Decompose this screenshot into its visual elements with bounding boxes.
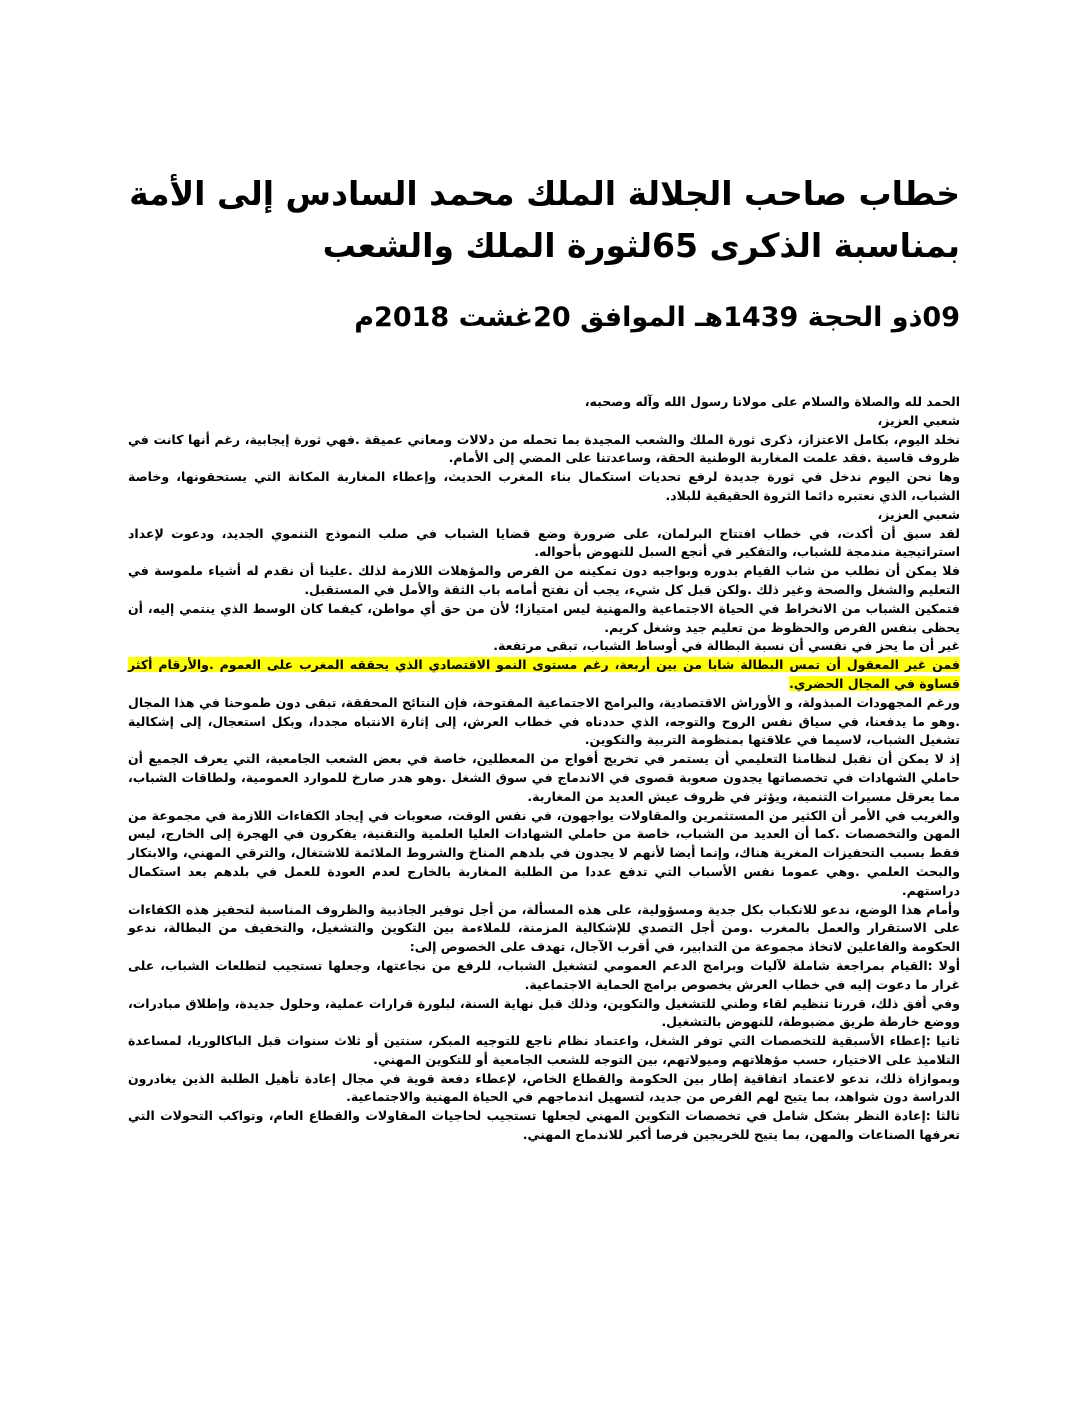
paragraph-opening: الحمد لله والصلاة والسلام على مولانا رسول الله وآله وصحبه، [584, 394, 960, 409]
speech-body [128, 393, 960, 1145]
paragraph: لقد سبق أن أكدت، في خطاب افتتاح البرلمان، على ضرورة وضع قضايا الشباب في صلب النموذج التنموي الجديد، ودعوت لإعداد استراتيجية مندمجة للشباب، والتفكير في أنجع السبل للنهوض بأحواله. [128, 525, 960, 560]
paragraph: ثالثا :إعادة النظر بشكل شامل في تخصصات التكوين المهني لجعلها تستجيب لحاجيات المقاولات والقطاع العام، وتواكب التحولات التي تعرفها الصناعات والمهن، بما يتيح للخريجين فرصا أكبر للاندماج المهني. [128, 1108, 960, 1143]
paragraph: إذ لا يمكن أن نقبل لنظامنا التعليمي أن يستمر في تخريج أفواج من المعطلين، خاصة في بعض الشعب الجامعية، التي يعرف الجميع أن حاملي الشهادات في تخصصاتها يجدون صعوبة قصوى في الاندماج في سوق الشغل .وهو هدر صارخ للموارد العمومية، ولطاقات الشباب، مما يعرقل مسيرات التنمية، ويؤثر في ظروف عيش العديد من المغاربة. [128, 751, 960, 804]
paragraph: والغريب في الأمر أن الكثير من المستثمرين والمقاولات يواجهون، في نفس الوقت، صعوبات في إيجاد الكفاءات اللازمة في مجموعة من المهن والتخصصات .كما أن العديد من الشباب، خاصة من حاملي الشهادات العليا العلمية والتقنية، يفكرون في الهجرة إلى الخارج، ليس فقط بسبب التحفيزات المغرية هناك، وإنما أيضا لأنهم لا يجدون في بلدهم المناخ والشروط الملائمة للاشتغال، والترقي المهني، والابتكار والبحث العلمي .وهي عموما نفس الأسباب التي تدفع عددا من الطلبة المغاربة بالخارج لعدم العودة للعمل في بلدهم بعد استكمال دراستهم. [128, 807, 960, 898]
paragraph: ثانيا :إعطاء الأسبقية للتخصصات التي توفر الشغل، واعتماد نظام ناجع للتوجيه المبكر، سنتين أو ثلاث سنوات قبل الباكالوريا، لمساعدة التلاميذ على الاختيار، حسب مؤهلاتهم وميولاتهم، بين التوجه للشعب الجامعية أو للتكوين المهني. [128, 1033, 960, 1067]
paragraph: نخلد اليوم، بكامل الاعتزاز، ذكرى ثورة الملك والشعب المجيدة بما تحمله من دلالات ومعاني عميقة .فهي ثورة إيجابية، رغم أنها كانت في ظروف قاسية .فقد علمت المغاربة الوطنية الحقة، وساعدتنا على المضي إلى الأمام. [128, 431, 960, 466]
paragraph: وها نحن اليوم ندخل في ثورة جديدة لرفع تحديات استكمال بناء المغرب الحديث، وإعطاء المغاربة المكانة التي يستحقونها، وخاصة الشباب، الذي نعتبره دائما الثروة الحقيقية للبلاد. [128, 469, 960, 503]
paragraph: ورغم المجهودات المبذولة، و الأوراش الاقتصادية، والبرامج الاجتماعية المفتوحة، فإن النتائج المحققة، تبقى دون طموحنا في هذا المجال .وهو ما يدفعنا، في سياق نفس الروح والتوجه، الذي حددناه في خطاب العرش، إلى إثارة الانتباه مجددا، وبكل استعجال، إلى إشكالية تشغيل الشباب، لاسيما في علاقتها بمنظومة التربية والتكوين. [128, 694, 960, 748]
paragraph: فتمكين الشباب من الانخراط في الحياة الاجتماعية والمهنية ليس امتيازا؛ لأن من حق أي مواطن، كيفما كان الوسط الذي ينتمي إليه، أن يحظى بنفس الفرص والحظوظ من تعليم جيد وشغل كريم. [128, 600, 960, 635]
paragraph: أولا :القيام بمراجعة شاملة لآليات وبرامج الدعم العمومي لتشغيل الشباب، للرفع من نجاعتها، وجعلها تستجيب لتطلعات الشباب، على غرار ما دعوت إليه في خطاب العرش بخصوص برامج الحماية الاجتماعية. [128, 957, 960, 992]
paragraph: وأمام هذا الوضع، ندعو للانكباب بكل جدية ومسؤولية، على هذه المسألة، من أجل توفير الجاذبية والظروف المناسبة لتحفيز هذه الكفاءات على الاستقرار والعمل بالمغرب .ومن أجل التصدي للإشكالية المزمنة، للملاءمة بين التكوين والتشغيل، والتخفيف من البطالة، ندعو الحكومة والفاعلين لاتخاذ مجموعة من التدابير، في أقرب الآجال، تهدف على الخصوص إلى: [128, 901, 960, 955]
paragraph: وفي أفق ذلك، قررنا تنظيم لقاء وطني للتشغيل والتكوين، وذلك قبل نهاية السنة، لبلورة قرارات عملية، وحلول جديدة، وإطلاق مبادرات، ووضع خارطة طريق مضبوطة، للنهوض بالتشغيل. [128, 995, 960, 1030]
paragraph-address: شعبي العزيز، [877, 506, 960, 522]
paragraph: فلا يمكن أن نطلب من شاب القيام بدوره وبواجبه دون تمكينه من الفرص والمؤهلات اللازمة لذلك .علينا أن نقدم له أشياء ملموسة في التعليم والشغل والصحة وغير ذلك .ولكن قبل كل شيء، يجب أن نفتح أمامه باب الثقة والأمل في المستقبل. [128, 563, 960, 597]
paragraph: غير أن ما يحز في نفسي أن نسبة البطالة في أوساط الشباب، تبقى مرتفعة. [493, 638, 960, 654]
paragraph-address: شعبي العزيز، [877, 412, 960, 428]
highlighted-paragraph [128, 656, 960, 694]
paragraph: وبموازاة ذلك، ندعو لاعتماد اتفاقية إطار بين الحكومة والقطاع الخاص، لإعطاء دفعة قوية في مجال إعادة تأهيل الطلبة الذين يغادرون الدراسة دون شواهد، بما يتيح لهم الفرص من جديد، لتسهيل اندماجهم في الحياة المهنية والاجتماعية. [128, 1070, 960, 1105]
document-title: خطاب صاحب الجلالة الملك محمد السادس إلى الأمة بمناسبة الذكرى 65لثورة الملك والشعب [129, 174, 960, 265]
text-highlight: فمن غير المعقول أن تمس البطالة شابا من بين أربعة، رغم مستوى النمو الاقتصادي الذي يحققه المغرب على العموم .والأرقام أكثر قساوة في المجال الحضري. [128, 657, 960, 691]
document-date: 09ذو الحجة 1439هـ الموافق 20غشت 2018م [354, 302, 960, 333]
